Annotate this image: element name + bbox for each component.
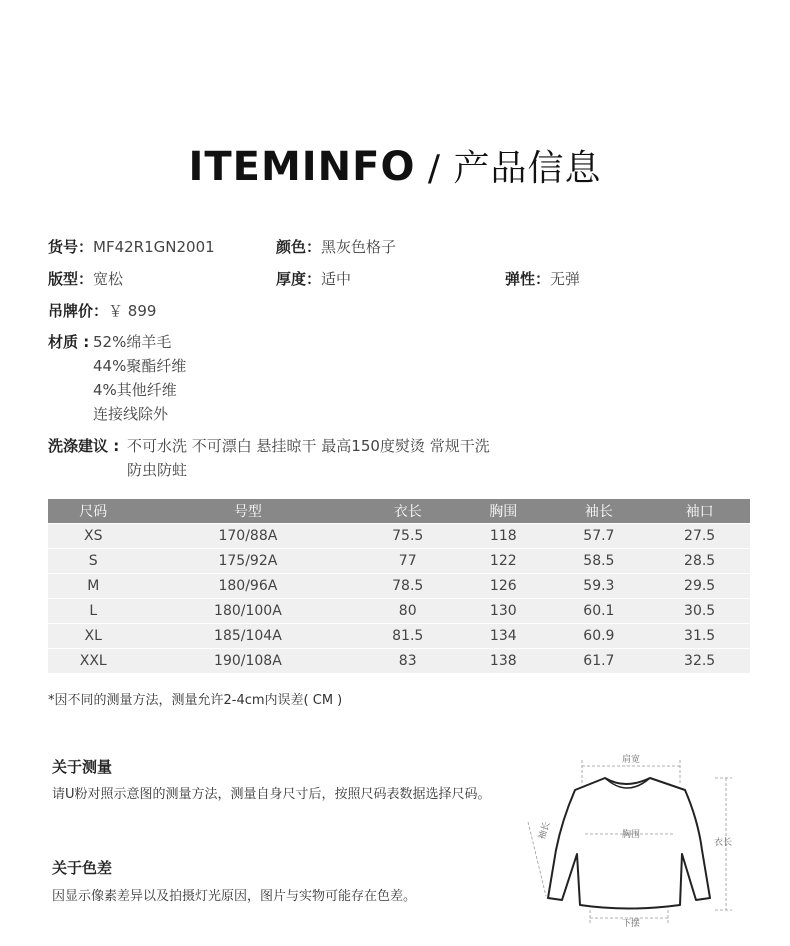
measure-text: 请U粉对照示意图的测量方法，测量自身尺寸后，按照尺码表数据选择尺码。 bbox=[52, 787, 491, 802]
sleeve-label: 袖长 bbox=[537, 820, 553, 841]
color-label: 颜色： bbox=[276, 238, 322, 256]
measurement-note: *因不同的测量方法，测量允许2-4cm内误差( CM ) bbox=[48, 693, 343, 708]
material-line: 52%绵羊毛 bbox=[93, 333, 172, 351]
cell-cuff: 29.5 bbox=[649, 574, 750, 599]
cell-spec: 170/88A bbox=[138, 524, 357, 549]
cell-spec: 180/100A bbox=[138, 599, 357, 624]
table-row bbox=[48, 624, 750, 649]
color-value: 黑灰色格子 bbox=[321, 238, 397, 256]
cell-sleeve: 57.7 bbox=[549, 524, 650, 549]
title-separator: / bbox=[415, 148, 454, 189]
elasticity-label: 弹性： bbox=[505, 270, 551, 288]
cell-sleeve: 60.1 bbox=[549, 599, 650, 624]
header-size: 尺码 bbox=[48, 499, 138, 524]
cell-size: M bbox=[48, 574, 138, 599]
cell-spec: 180/96A bbox=[138, 574, 357, 599]
table-row bbox=[48, 649, 750, 674]
price-value: ￥ 899 bbox=[108, 302, 157, 320]
cell-chest: 130 bbox=[458, 599, 548, 624]
table-row bbox=[48, 574, 750, 599]
header-sleeve: 袖长 bbox=[549, 499, 650, 524]
material-label: 材质 : bbox=[48, 333, 90, 351]
color-diff-title: 关于色差 bbox=[52, 859, 113, 877]
thickness-label: 厚度： bbox=[276, 270, 322, 288]
header-spec: 号型 bbox=[138, 499, 357, 524]
cell-length: 75.5 bbox=[357, 524, 458, 549]
header-length: 衣长 bbox=[357, 499, 458, 524]
cell-size: XS bbox=[48, 524, 138, 549]
cell-size: L bbox=[48, 599, 138, 624]
table-row bbox=[48, 599, 750, 624]
fit-value: 宽松 bbox=[93, 270, 124, 288]
cell-cuff: 30.5 bbox=[649, 599, 750, 624]
price-label: 吊牌价： bbox=[48, 302, 109, 320]
hem-label: 下摆 bbox=[622, 919, 641, 929]
cell-length: 78.5 bbox=[357, 574, 458, 599]
measure-title: 关于测量 bbox=[52, 758, 113, 776]
cell-cuff: 31.5 bbox=[649, 624, 750, 649]
length-label: 衣长 bbox=[714, 838, 733, 848]
shoulder-label: 肩宽 bbox=[622, 755, 641, 765]
cell-sleeve: 58.5 bbox=[549, 549, 650, 574]
elasticity-field bbox=[505, 268, 580, 289]
cell-chest: 138 bbox=[458, 649, 548, 674]
size-table bbox=[48, 499, 750, 673]
title-cn: 产品信息 bbox=[453, 148, 602, 189]
item-number-value: MF42R1GN2001 bbox=[93, 238, 215, 256]
chest-label: 胸围 bbox=[622, 830, 641, 840]
fit-field bbox=[48, 268, 123, 289]
header-chest: 胸围 bbox=[458, 499, 548, 524]
table-row bbox=[48, 549, 750, 574]
cell-size: XL bbox=[48, 624, 138, 649]
cell-length: 80 bbox=[357, 599, 458, 624]
cell-length: 83 bbox=[357, 649, 458, 674]
page-title bbox=[0, 140, 790, 191]
cell-sleeve: 61.7 bbox=[549, 649, 650, 674]
title-en: ITEMINFO bbox=[188, 144, 416, 190]
cell-cuff: 32.5 bbox=[649, 649, 750, 674]
thickness-field bbox=[276, 268, 351, 289]
size-table-header bbox=[48, 499, 750, 524]
cell-size: S bbox=[48, 549, 138, 574]
cell-sleeve: 59.3 bbox=[549, 574, 650, 599]
wash-line: 防虫防蛀 bbox=[127, 461, 188, 479]
sweater-measurement-diagram bbox=[510, 750, 750, 930]
cell-spec: 185/104A bbox=[138, 624, 357, 649]
item-number-field bbox=[48, 236, 215, 257]
wash-label: 洗涤建议 : bbox=[48, 437, 120, 455]
cell-sleeve: 60.9 bbox=[549, 624, 650, 649]
cell-length: 77 bbox=[357, 549, 458, 574]
wash-line: 不可水洗 不可漂白 悬挂晾干 最高150度熨烫 常规干洗 bbox=[127, 437, 490, 455]
cell-spec: 175/92A bbox=[138, 549, 357, 574]
price-field bbox=[48, 300, 156, 321]
header-cuff: 袖口 bbox=[649, 499, 750, 524]
thickness-value: 适中 bbox=[321, 270, 352, 288]
cell-size: XXL bbox=[48, 649, 138, 674]
cell-cuff: 28.5 bbox=[649, 549, 750, 574]
cell-chest: 122 bbox=[458, 549, 548, 574]
cell-chest: 134 bbox=[458, 624, 548, 649]
material-line: 44%聚酯纤维 bbox=[93, 357, 187, 375]
item-number-label: 货号： bbox=[48, 238, 94, 256]
cell-chest: 126 bbox=[458, 574, 548, 599]
fit-label: 版型： bbox=[48, 270, 94, 288]
color-field bbox=[276, 236, 396, 257]
elasticity-value: 无弹 bbox=[550, 270, 581, 288]
sweater-outline-icon bbox=[548, 778, 710, 909]
cell-spec: 190/108A bbox=[138, 649, 357, 674]
cell-length: 81.5 bbox=[357, 624, 458, 649]
material-line: 4%其他纤维 bbox=[93, 381, 177, 399]
cell-cuff: 27.5 bbox=[649, 524, 750, 549]
color-diff-text: 因显示像素差异以及拍摄灯光原因，图片与实物可能存在色差。 bbox=[52, 889, 417, 904]
table-row bbox=[48, 524, 750, 549]
material-line: 连接线除外 bbox=[93, 405, 169, 423]
cell-chest: 118 bbox=[458, 524, 548, 549]
